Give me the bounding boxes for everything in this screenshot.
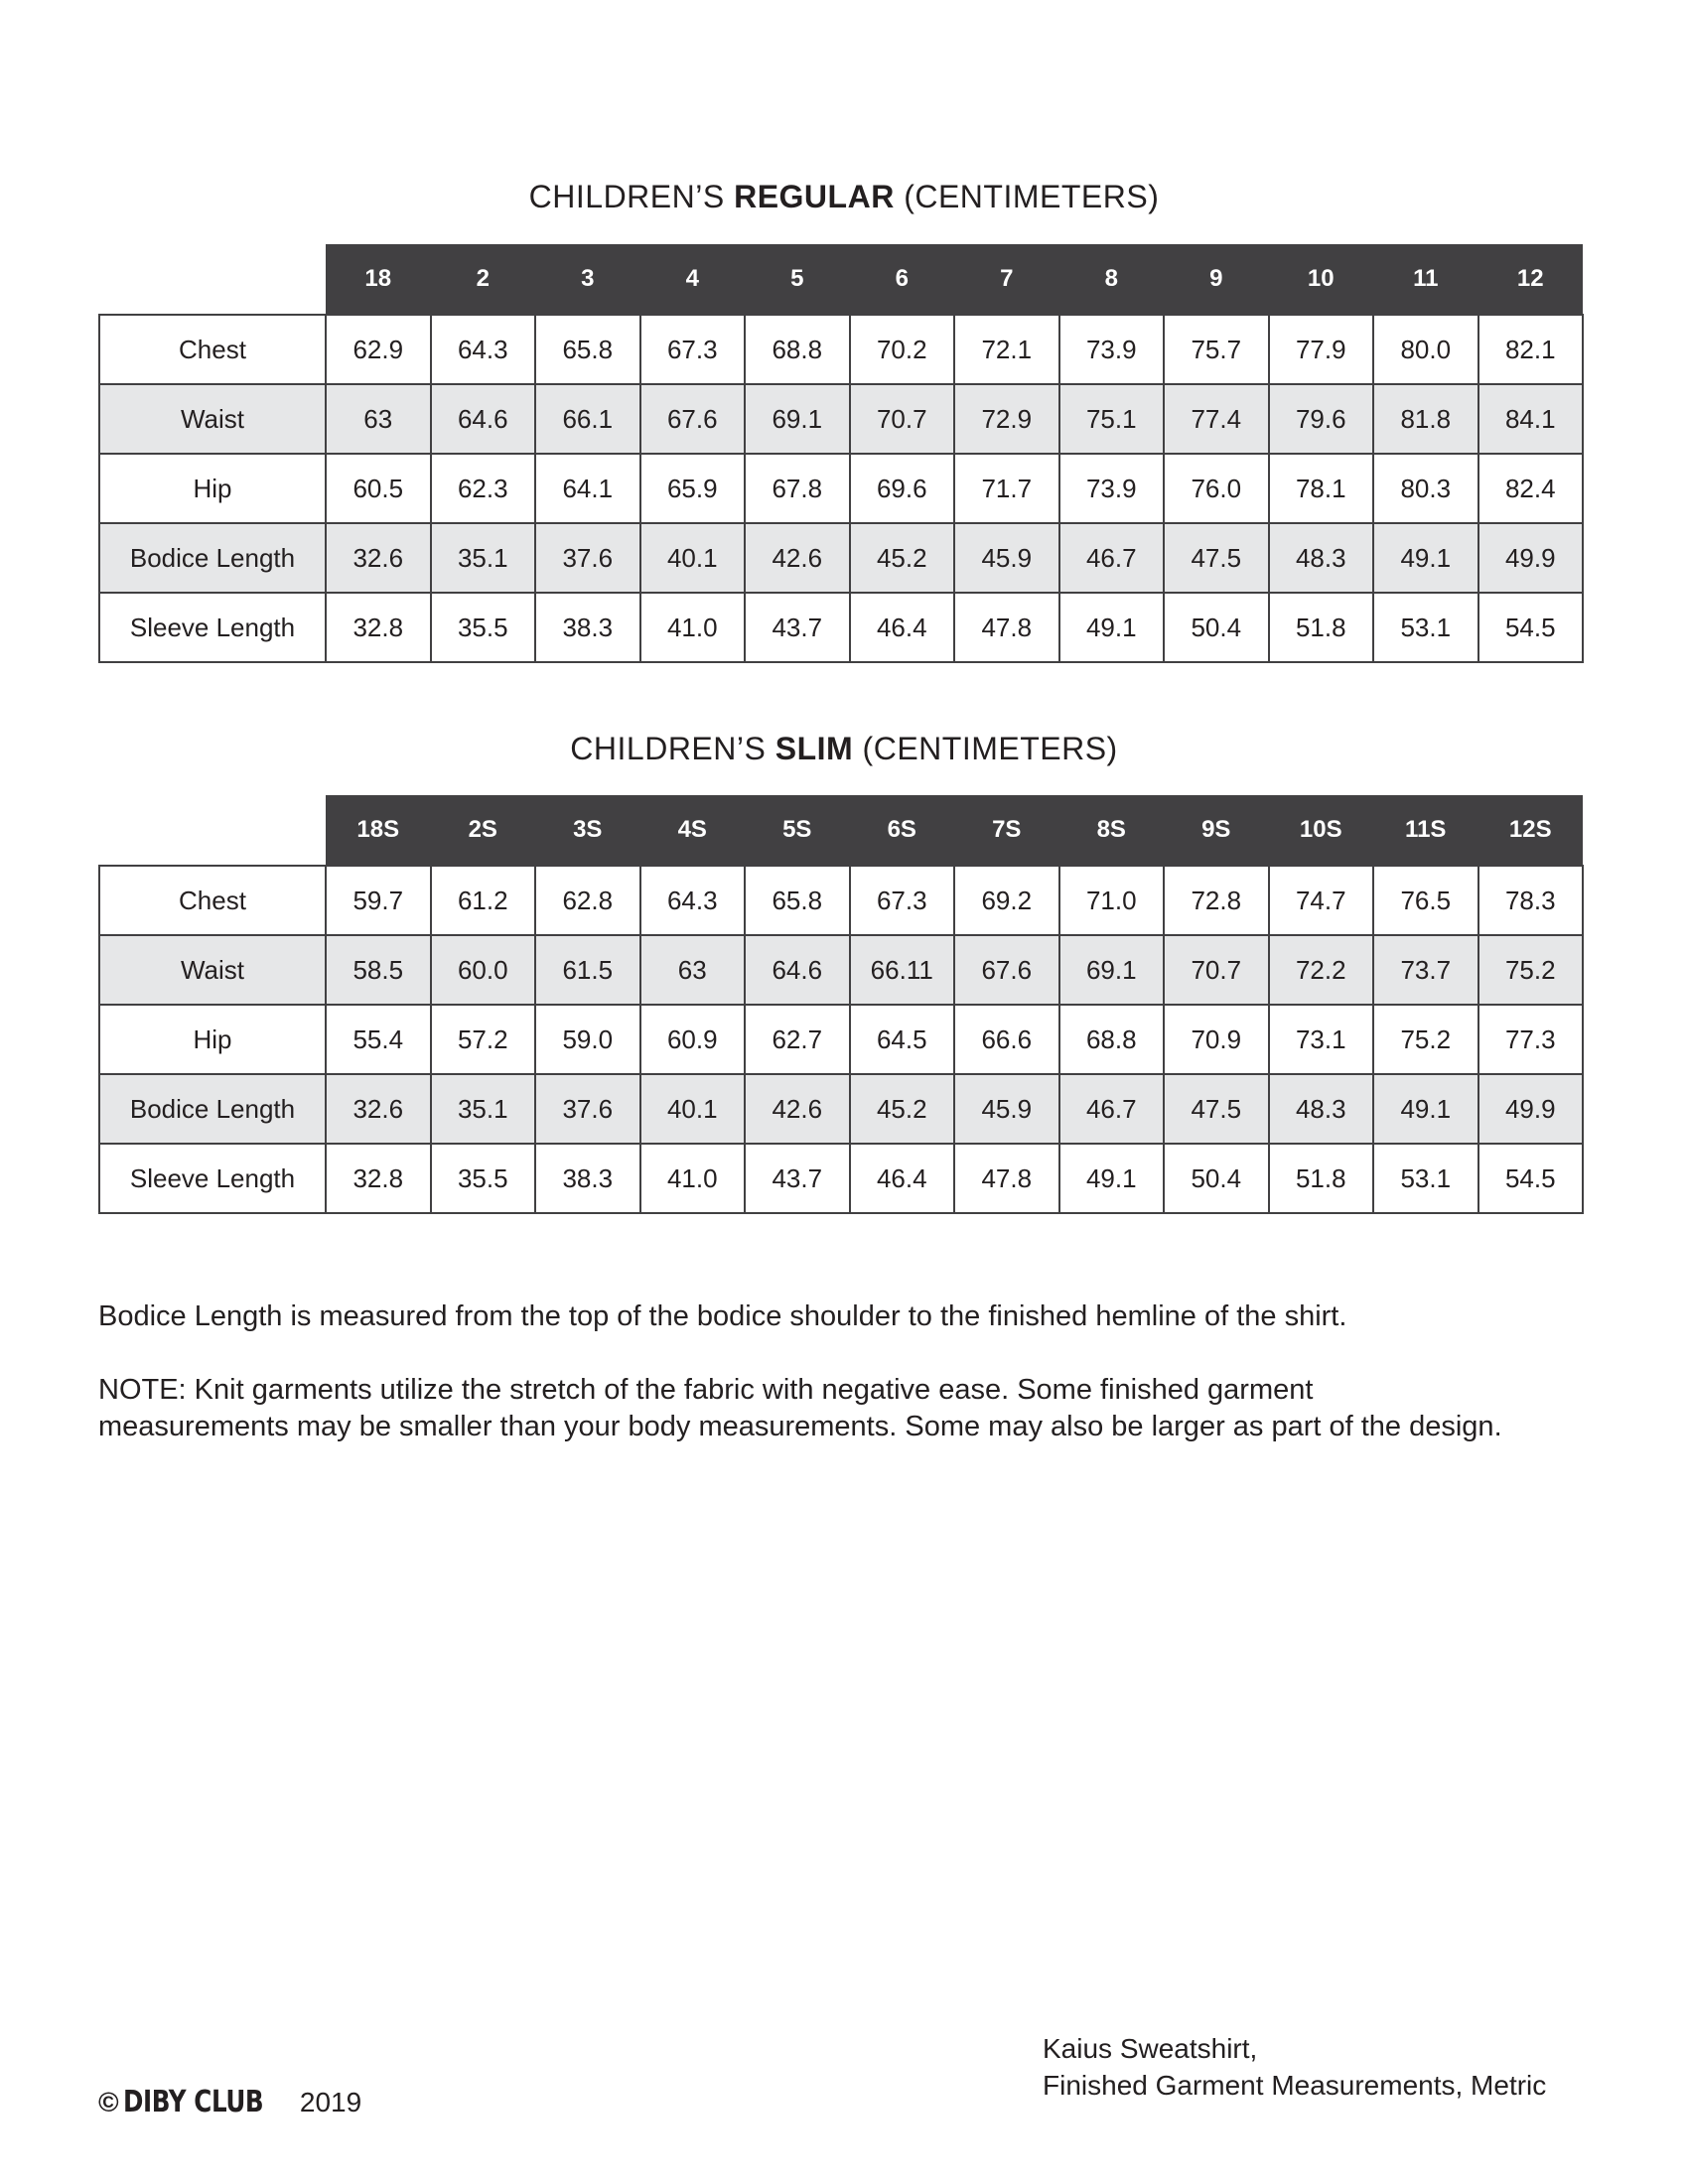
measurement-cell: 32.6 <box>326 1074 431 1144</box>
measurement-cell: 47.8 <box>954 1144 1059 1213</box>
table-row <box>99 1005 1583 1074</box>
measurement-cell: 49.1 <box>1373 523 1478 593</box>
table-row <box>99 593 1583 662</box>
measurement-cell: 46.4 <box>850 593 955 662</box>
slim-title-bold: SLIM <box>774 731 854 766</box>
measurement-cell: 68.8 <box>745 315 850 384</box>
measurement-cell: 63 <box>326 384 431 454</box>
document-title-line-1: Kaius Sweatshirt, <box>1043 2033 1258 2064</box>
measurement-cell: 64.6 <box>431 384 536 454</box>
knit-note-line-1: NOTE: Knit garments utilize the stretch of the fabric with negative ease. Some finished garment <box>98 1374 1314 1406</box>
measurement-cell: 78.3 <box>1478 866 1584 935</box>
measurement-cell: 43.7 <box>745 593 850 662</box>
measurement-cell: 49.1 <box>1059 593 1165 662</box>
measurement-cell: 72.1 <box>954 315 1059 384</box>
measurement-cell: 66.11 <box>850 935 955 1005</box>
size-header: 6 <box>850 244 955 315</box>
row-label: Hip <box>99 454 326 523</box>
measurement-cell: 61.2 <box>431 866 536 935</box>
measurement-cell: 32.8 <box>326 593 431 662</box>
row-label: Chest <box>99 866 326 935</box>
measurement-cell: 75.2 <box>1478 935 1584 1005</box>
measurement-cell: 66.6 <box>954 1005 1059 1074</box>
measurement-cell: 65.8 <box>745 866 850 935</box>
measurement-cell: 50.4 <box>1164 1144 1269 1213</box>
copyright-year: 2019 <box>299 2087 362 2117</box>
size-header: 18 <box>326 244 431 315</box>
measurement-cell: 75.7 <box>1164 315 1269 384</box>
slim-title-suffix: (CENTIMETERS) <box>862 731 1118 766</box>
size-header: 9S <box>1164 795 1269 866</box>
measurement-cell: 79.6 <box>1269 384 1374 454</box>
table-row <box>99 1074 1583 1144</box>
measurement-cell: 62.8 <box>535 866 640 935</box>
size-header: 8S <box>1059 795 1165 866</box>
document-title <box>1043 2030 1546 2104</box>
table-row <box>99 523 1583 593</box>
measurement-cell: 71.0 <box>1059 866 1165 935</box>
size-header-row <box>99 244 1583 315</box>
measurement-cell: 57.2 <box>431 1005 536 1074</box>
measurement-cell: 42.6 <box>745 523 850 593</box>
measurement-cell: 62.3 <box>431 454 536 523</box>
measurement-cell: 62.9 <box>326 315 431 384</box>
measurement-cell: 73.1 <box>1269 1005 1374 1074</box>
measurement-cell: 72.8 <box>1164 866 1269 935</box>
measurement-cell: 68.8 <box>1059 1005 1165 1074</box>
measurement-cell: 45.2 <box>850 1074 955 1144</box>
measurement-cell: 54.5 <box>1478 593 1584 662</box>
measurement-cell: 43.7 <box>745 1144 850 1213</box>
brand-footer <box>98 2085 361 2119</box>
measurement-cell: 59.7 <box>326 866 431 935</box>
measurement-cell: 60.5 <box>326 454 431 523</box>
size-header: 3S <box>535 795 640 866</box>
row-label: Sleeve Length <box>99 1144 326 1213</box>
measurement-cell: 82.4 <box>1478 454 1584 523</box>
measurement-cell: 41.0 <box>640 593 746 662</box>
size-header: 3 <box>535 244 640 315</box>
slim-size-table <box>98 795 1584 1214</box>
size-header: 12 <box>1478 244 1584 315</box>
measurement-cell: 49.1 <box>1059 1144 1165 1213</box>
table-row <box>99 384 1583 454</box>
measurement-cell: 45.9 <box>954 523 1059 593</box>
measurement-cell: 75.2 <box>1373 1005 1478 1074</box>
measurement-cell: 75.1 <box>1059 384 1165 454</box>
measurement-cell: 61.5 <box>535 935 640 1005</box>
slim-title-prefix: CHILDREN’S <box>570 731 767 766</box>
measurement-cell: 59.0 <box>535 1005 640 1074</box>
measurement-cell: 35.1 <box>431 523 536 593</box>
measurement-cell: 67.3 <box>850 866 955 935</box>
measurement-cell: 64.3 <box>640 866 746 935</box>
knit-note-line-2: measurements may be smaller than your body measurements. Some may also be larger as part of the design. <box>98 1411 1502 1442</box>
measurement-cell: 73.7 <box>1373 935 1478 1005</box>
measurement-cell: 58.5 <box>326 935 431 1005</box>
measurement-cell: 51.8 <box>1269 1144 1374 1213</box>
measurement-cell: 35.5 <box>431 593 536 662</box>
measurement-cell: 42.6 <box>745 1074 850 1144</box>
size-header-row <box>99 795 1583 866</box>
measurement-cell: 69.1 <box>1059 935 1165 1005</box>
knit-garments-note <box>98 1372 1608 1445</box>
measurement-cell: 69.2 <box>954 866 1059 935</box>
measurement-cell: 67.3 <box>640 315 746 384</box>
measurement-cell: 47.5 <box>1164 523 1269 593</box>
table-corner <box>99 244 326 315</box>
slim-table-title <box>0 731 1688 767</box>
measurement-cell: 77.3 <box>1478 1005 1584 1074</box>
measurement-cell: 49.9 <box>1478 1074 1584 1144</box>
measurement-cell: 72.2 <box>1269 935 1374 1005</box>
row-label: Waist <box>99 384 326 454</box>
row-label: Sleeve Length <box>99 593 326 662</box>
size-header: 4 <box>640 244 746 315</box>
measurement-cell: 40.1 <box>640 1074 746 1144</box>
measurement-cell: 73.9 <box>1059 454 1165 523</box>
measurement-cell: 51.8 <box>1269 593 1374 662</box>
measurement-cell: 53.1 <box>1373 593 1478 662</box>
measurement-cell: 45.9 <box>954 1074 1059 1144</box>
measurement-cell: 38.3 <box>535 1144 640 1213</box>
measurement-cell: 63 <box>640 935 746 1005</box>
measurement-cell: 76.5 <box>1373 866 1478 935</box>
measurement-cell: 64.3 <box>431 315 536 384</box>
document-title-line-2: Finished Garment Measurements, Metric <box>1043 2070 1547 2101</box>
measurement-cell: 54.5 <box>1478 1144 1584 1213</box>
measurement-cell: 67.6 <box>954 935 1059 1005</box>
measurement-cell: 70.7 <box>850 384 955 454</box>
measurement-cell: 55.4 <box>326 1005 431 1074</box>
measurement-cell: 71.7 <box>954 454 1059 523</box>
size-header: 2S <box>431 795 536 866</box>
table-row <box>99 454 1583 523</box>
measurement-cell: 69.1 <box>745 384 850 454</box>
table-row <box>99 866 1583 935</box>
measurement-cell: 47.5 <box>1164 1074 1269 1144</box>
measurement-cell: 69.6 <box>850 454 955 523</box>
measurement-cell: 67.8 <box>745 454 850 523</box>
measurement-cell: 46.7 <box>1059 1074 1165 1144</box>
regular-title-prefix: CHILDREN’S <box>528 179 725 214</box>
measurement-cell: 37.6 <box>535 1074 640 1144</box>
measurement-cell: 46.7 <box>1059 523 1165 593</box>
measurement-cell: 70.7 <box>1164 935 1269 1005</box>
size-header: 9 <box>1164 244 1269 315</box>
measurement-cell: 49.1 <box>1373 1074 1478 1144</box>
measurement-cell: 50.4 <box>1164 593 1269 662</box>
measurement-cell: 76.0 <box>1164 454 1269 523</box>
size-header: 10S <box>1269 795 1374 866</box>
measurement-cell: 48.3 <box>1269 523 1374 593</box>
row-label: Waist <box>99 935 326 1005</box>
measurement-cell: 46.4 <box>850 1144 955 1213</box>
size-header: 5 <box>745 244 850 315</box>
measurement-cell: 80.0 <box>1373 315 1478 384</box>
regular-title-suffix: (CENTIMETERS) <box>904 179 1160 214</box>
measurement-cell: 35.5 <box>431 1144 536 1213</box>
measurement-cell: 41.0 <box>640 1144 746 1213</box>
bodice-length-note: Bodice Length is measured from the top of the bodice shoulder to the finished hemline of the shirt. <box>98 1300 1347 1332</box>
size-header: 11 <box>1373 244 1478 315</box>
measurement-cell: 73.9 <box>1059 315 1165 384</box>
size-header: 6S <box>850 795 955 866</box>
measurement-cell: 40.1 <box>640 523 746 593</box>
regular-size-table <box>98 244 1584 663</box>
table-row <box>99 315 1583 384</box>
measurement-cell: 77.9 <box>1269 315 1374 384</box>
measurement-cell: 45.2 <box>850 523 955 593</box>
measurement-cell: 78.1 <box>1269 454 1374 523</box>
measurement-cell: 65.8 <box>535 315 640 384</box>
size-header: 5S <box>745 795 850 866</box>
measurement-cell: 32.6 <box>326 523 431 593</box>
measurement-cell: 66.1 <box>535 384 640 454</box>
regular-title-bold: REGULAR <box>734 179 895 214</box>
measurement-cell: 67.6 <box>640 384 746 454</box>
measurement-cell: 49.9 <box>1478 523 1584 593</box>
measurement-cell: 47.8 <box>954 593 1059 662</box>
size-header: 12S <box>1478 795 1584 866</box>
measurement-cell: 64.6 <box>745 935 850 1005</box>
size-header: 18S <box>326 795 431 866</box>
size-header: 11S <box>1373 795 1478 866</box>
measurement-cell: 37.6 <box>535 523 640 593</box>
measurement-cell: 65.9 <box>640 454 746 523</box>
size-header: 8 <box>1059 244 1165 315</box>
measurement-cell: 60.9 <box>640 1005 746 1074</box>
measurement-cell: 48.3 <box>1269 1074 1374 1144</box>
row-label: Bodice Length <box>99 1074 326 1144</box>
size-header: 7S <box>954 795 1059 866</box>
row-label: Chest <box>99 315 326 384</box>
table-row <box>99 935 1583 1005</box>
measurement-cell: 70.2 <box>850 315 955 384</box>
measurement-cell: 60.0 <box>431 935 536 1005</box>
measurement-cell: 72.9 <box>954 384 1059 454</box>
size-header: 7 <box>954 244 1059 315</box>
measurement-cell: 77.4 <box>1164 384 1269 454</box>
table-row <box>99 1144 1583 1213</box>
measurement-cell: 64.1 <box>535 454 640 523</box>
copyright-icon: © <box>98 2087 119 2117</box>
measurement-cell: 38.3 <box>535 593 640 662</box>
table-corner <box>99 795 326 866</box>
measurement-cell: 64.5 <box>850 1005 955 1074</box>
measurement-cell: 81.8 <box>1373 384 1478 454</box>
measurement-cell: 32.8 <box>326 1144 431 1213</box>
row-label: Bodice Length <box>99 523 326 593</box>
size-header: 2 <box>431 244 536 315</box>
measurement-cell: 53.1 <box>1373 1144 1478 1213</box>
measurement-cell: 84.1 <box>1478 384 1584 454</box>
measurement-cell: 80.3 <box>1373 454 1478 523</box>
measurement-cell: 62.7 <box>745 1005 850 1074</box>
regular-table-title <box>0 179 1688 215</box>
size-header: 4S <box>640 795 746 866</box>
measurement-cell: 82.1 <box>1478 315 1584 384</box>
measurement-cell: 74.7 <box>1269 866 1374 935</box>
brand-logo: DIBY CLUB <box>122 2085 263 2119</box>
size-header: 10 <box>1269 244 1374 315</box>
measurement-cell: 70.9 <box>1164 1005 1269 1074</box>
row-label: Hip <box>99 1005 326 1074</box>
measurement-cell: 35.1 <box>431 1074 536 1144</box>
